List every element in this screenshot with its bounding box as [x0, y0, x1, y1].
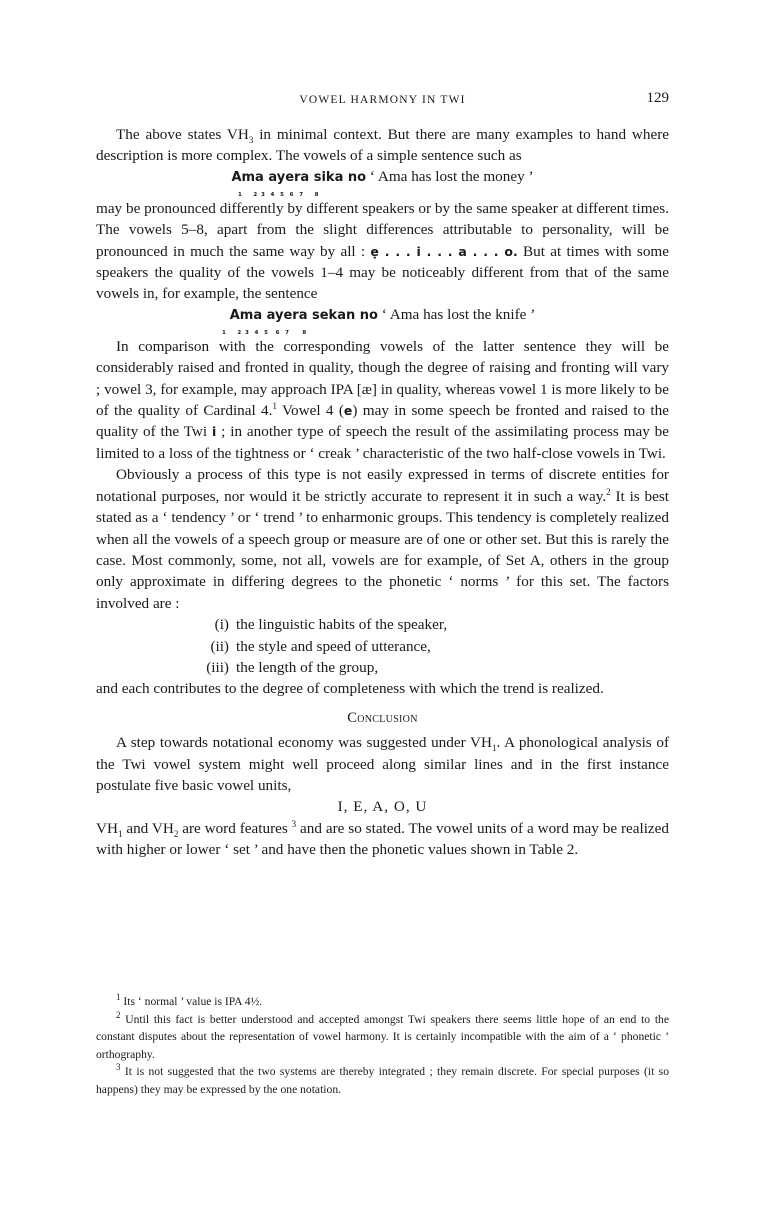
footnote-ref[interactable]: 1: [272, 401, 277, 411]
example-sentence-2: [96, 305, 669, 336]
example-sentence-1: [96, 167, 669, 198]
footnote-3: [96, 1063, 669, 1098]
paragraph-2: [96, 198, 669, 305]
paragraph-1: [96, 124, 669, 167]
running-title: VOWEL HARMONY IN TWI: [299, 94, 466, 106]
text: A step towards notational economy was suggested under VH: [116, 734, 492, 752]
text: Obviously a process of this type is not easily expressed in terms of discrete entities for notational purposes, nor would it be strictly accurate to represent it in such a way.: [96, 466, 669, 505]
page-number: 129: [646, 90, 669, 106]
list-text: the style and speed of utterance,: [236, 637, 431, 655]
paragraph-3: [96, 336, 669, 464]
text: In comparison with the corresponding vowels of the latter sentence they will be considerably raised and fronted in quality, though the degree of raising and fronting will vary ; vowel 3, for example, may approach IPA [æ] in quality, whereas vowel 1 is more likely to be of the quality of Cardinal 4.: [96, 337, 669, 420]
text: It is best stated as a ‘ tendency ’ or ‘ trend ’ to enharmonic groups. This tendency is completely realized when all the vowels of a speech group or measure are of one or other set. But this is rarely the case. Most commonly, some, not all, vowels are for example, of Set A, others in the group only approximate in differing degrees to the phonetic ‘ norms ’ for this set. The factors involved are :: [96, 487, 670, 612]
text: ) may in some speech be fronted and raised to the quality of the Twi: [96, 402, 669, 441]
section-heading: Conclusion: [347, 709, 418, 726]
text: But at times with some speakers the quality of the vowels 1–4 may be noticeably different from that of the same vowels in, for example, the sentence: [96, 242, 669, 303]
vowel-sequence: ẹ . . . i . . . a . . . o.: [370, 243, 518, 259]
vowel-numbering: 1 2 3 4 5 6 7 8: [222, 329, 307, 336]
footnote-mark: 3: [116, 1062, 121, 1073]
subscript: 2: [173, 828, 179, 839]
text: may be pronounced differently by different speakers or by the same speaker at different times. The vowels 5–8, apart from the slight differences attributable to personality, will be pronounced in much the same way by all :: [96, 199, 669, 260]
footnote-1: [96, 993, 669, 1011]
vowel-numbering: 1 2 3 4 5 6 7 8: [238, 191, 319, 198]
paragraph-4: [96, 464, 669, 614]
text: . A phonological analysis of the Twi vowel system might well proceed along similar lines and in the first instance postulate five basic vowel units,: [96, 734, 669, 794]
list-item: [96, 657, 669, 678]
twi-vowel: e: [343, 403, 353, 419]
twi-sentence: Ama ayera sekan no: [229, 307, 378, 323]
list-text: the linguistic habits of the speaker,: [236, 616, 448, 634]
twi-sentence: Ama ayera sika no: [231, 169, 367, 185]
footnote-text: It is not suggested that the two systems are thereby integrated ; they remain discrete. For special purposes (it so happens) they may be expressed by the one notation.: [96, 1065, 669, 1096]
list-number: (iii): [206, 658, 229, 676]
body-text: [96, 124, 669, 861]
list-number: (i): [214, 616, 229, 634]
list-number: (ii): [210, 637, 229, 655]
subscript: 3: [248, 135, 254, 146]
footnote-2: [96, 1011, 669, 1064]
footnote-mark: 2: [116, 1009, 121, 1020]
factors-list: [96, 614, 669, 678]
footnote-mark: 1: [116, 992, 121, 1003]
footnote-ref[interactable]: 2: [606, 486, 611, 497]
text: VH: [96, 819, 118, 837]
text: are word features: [178, 819, 292, 837]
text: ; in another type of speech the result of the assimilating process may be limited to a loss of the tightness or ‘ creak ’ characteristic of the two half-close vowels in Twi.: [96, 423, 669, 462]
paragraph-6: [96, 732, 669, 796]
text: Vowel 4 (: [276, 402, 344, 420]
running-head: [96, 90, 669, 110]
paragraph-7: [96, 818, 669, 861]
text: The above states VH: [116, 126, 249, 143]
vowel-units: I, E, A, O, U: [337, 798, 428, 816]
footnotes: [96, 993, 669, 1099]
text: in minimal context. But there are many examples to hand where description is more complex. The vowels of a simple sentence such as: [96, 126, 669, 165]
footnote-ref[interactable]: 3: [291, 818, 297, 829]
gloss: ‘ Ama has lost the knife ’: [377, 305, 536, 323]
gloss: ‘ Ama has lost the money ’: [366, 167, 534, 185]
subscript: 1: [491, 743, 497, 754]
text: and VH: [122, 819, 174, 837]
paragraph-5: and each contributes to the degree of completeness with which the trend is realized.: [96, 680, 604, 698]
text: and are so stated. The vowel units of a word may be realized with higher or lower ‘ set ’ and have then the phonetic values shown in Table 2.: [96, 819, 670, 859]
footnote-text: Its ‘ normal ’ value is IPA 4½.: [120, 995, 263, 1008]
list-item: [96, 636, 669, 657]
subscript: 1: [117, 828, 123, 839]
footnote-text: Until this fact is better understood and accepted amongst Twi speakers there seems little hope of an end to the constant disputes about the representation of vowel harmony. It is certainly incompatible with the aim of a ‘ phonetic ’ orthography.: [96, 1012, 669, 1061]
twi-vowel: i: [211, 424, 217, 440]
list-text: the length of the group,: [236, 658, 379, 676]
list-item: [96, 614, 669, 635]
